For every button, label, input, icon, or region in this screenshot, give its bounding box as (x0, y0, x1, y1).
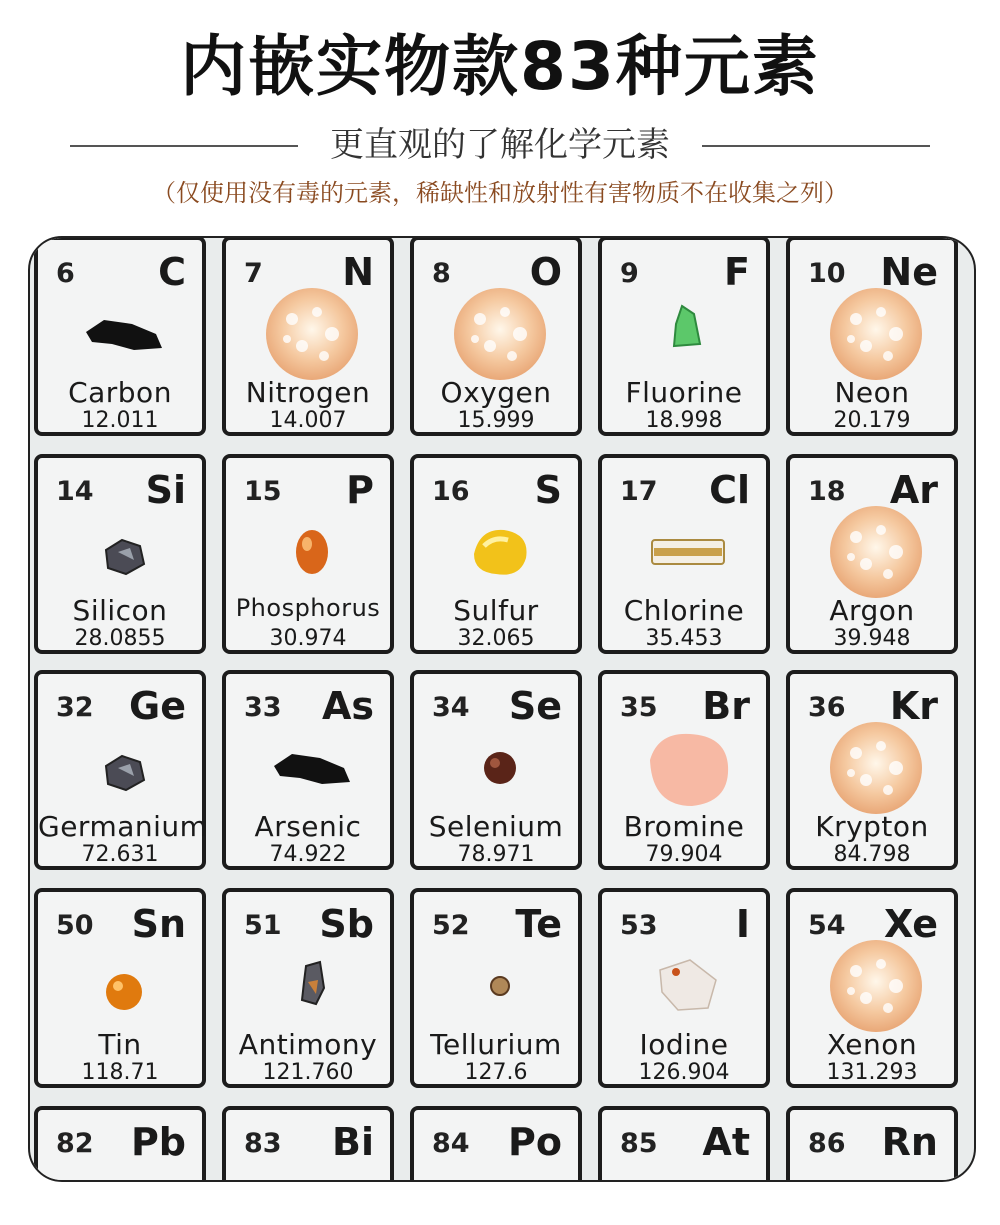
atomic-number: 86 (808, 1128, 846, 1159)
element-tile (222, 670, 394, 870)
element-tile (34, 454, 206, 654)
atomic-mass: 72.631 (81, 842, 159, 867)
glass-vial-icon (638, 502, 738, 602)
periodic-table-board (28, 236, 976, 1182)
atomic-number: 36 (808, 692, 846, 723)
element-name: Fluorine (625, 376, 743, 409)
element-symbol: Te (515, 902, 562, 946)
orange-bead-icon (74, 936, 174, 1036)
black-lump-icon (74, 284, 174, 384)
element-name: Oxygen (440, 376, 552, 409)
gas-bubble-icon (826, 502, 926, 602)
element-symbol: I (735, 902, 750, 946)
element-tile (786, 1106, 958, 1182)
element-symbol: Ge (129, 684, 186, 728)
atomic-number: 82 (56, 1128, 94, 1159)
element-symbol: Sn (131, 902, 186, 946)
atomic-mass: 12.011 (81, 408, 159, 433)
element-symbol: Bi (332, 1120, 374, 1164)
green-crystal-icon (638, 284, 738, 384)
atomic-number: 14 (56, 476, 94, 507)
element-tile (786, 236, 958, 436)
element-symbol: Xe (883, 902, 938, 946)
atomic-number: 83 (244, 1128, 282, 1159)
amber-bead-icon (262, 502, 362, 602)
atomic-number: 53 (620, 910, 658, 941)
element-name: Germanium (38, 810, 208, 843)
element-tile (410, 1106, 582, 1182)
atomic-mass: 39.948 (833, 626, 911, 651)
element-tile (598, 670, 770, 870)
element-symbol: Si (145, 468, 186, 512)
gas-bubble-icon (450, 284, 550, 384)
atomic-number: 50 (56, 910, 94, 941)
element-tile (34, 1106, 206, 1182)
atomic-mass: 118.71 (81, 1060, 159, 1085)
atomic-mass: 121.760 (262, 1060, 354, 1085)
atomic-mass: 32.065 (457, 626, 535, 651)
clear-flake-icon (638, 936, 738, 1036)
atomic-mass: 131.293 (826, 1060, 918, 1085)
element-name: Neon (834, 376, 910, 409)
element-symbol: Pb (130, 1120, 186, 1164)
element-symbol: N (342, 250, 374, 294)
element-tile (222, 454, 394, 654)
atomic-number: 35 (620, 692, 658, 723)
pink-blob-icon (638, 718, 738, 818)
yellow-lump-icon (450, 502, 550, 602)
brown-lump-icon (262, 1154, 362, 1182)
element-name: Sulfur (453, 594, 539, 627)
element-symbol: Sb (319, 902, 374, 946)
atomic-number: 8 (432, 258, 451, 289)
grey-chunk-icon (74, 502, 174, 602)
element-symbol: Br (702, 684, 750, 728)
atomic-mass: 15.999 (457, 408, 535, 433)
element-tile (410, 888, 582, 1088)
grey-chunk-icon (74, 718, 174, 818)
element-name: Tin (98, 1028, 142, 1061)
element-name: Silicon (72, 594, 168, 627)
element-tile (222, 236, 394, 436)
element-name: Phosphorus (235, 594, 381, 622)
atomic-number: 33 (244, 692, 282, 723)
gas-bubble-icon (826, 718, 926, 818)
element-name: Selenium (428, 810, 564, 843)
atomic-mass: 84.798 (833, 842, 911, 867)
element-tile (222, 888, 394, 1088)
atomic-number: 51 (244, 910, 282, 941)
atomic-number: 34 (432, 692, 470, 723)
atomic-mass: 18.998 (645, 408, 723, 433)
atomic-mass: 35.453 (645, 626, 723, 651)
atomic-number: 84 (432, 1128, 470, 1159)
atomic-number: 9 (620, 258, 639, 289)
atomic-number: 17 (620, 476, 658, 507)
element-name: Chlorine (623, 594, 745, 627)
element-tile (786, 670, 958, 870)
element-name: Argon (829, 594, 915, 627)
element-symbol: As (321, 684, 374, 728)
element-symbol: Ar (889, 468, 938, 512)
element-tile (34, 236, 206, 436)
atomic-number: 32 (56, 692, 94, 723)
element-name: Krypton (815, 810, 929, 843)
element-symbol: Se (508, 684, 562, 728)
element-name: Tellurium (430, 1028, 562, 1061)
divider-line-left (70, 145, 298, 147)
element-symbol: Cl (709, 468, 750, 512)
black-lump-icon (262, 718, 362, 818)
atomic-number: 16 (432, 476, 470, 507)
element-name: Iodine (639, 1028, 729, 1061)
element-symbol: Kr (889, 684, 938, 728)
element-tile (598, 888, 770, 1088)
element-tile (222, 1106, 394, 1182)
atomic-number: 7 (244, 258, 263, 289)
element-tile (34, 888, 206, 1088)
element-tile (410, 236, 582, 436)
element-symbol: P (346, 468, 374, 512)
small-bead-icon (450, 936, 550, 1036)
element-symbol: C (158, 250, 186, 294)
element-tile (786, 454, 958, 654)
element-name: Arsenic (254, 810, 362, 843)
atomic-number: 6 (56, 258, 75, 289)
element-symbol: Rn (881, 1120, 938, 1164)
element-name: Nitrogen (245, 376, 371, 409)
atomic-number: 15 (244, 476, 282, 507)
atomic-mass: 20.179 (833, 408, 911, 433)
element-symbol: At (702, 1120, 750, 1164)
element-tile (34, 670, 206, 870)
element-tile (786, 888, 958, 1088)
atomic-mass: 78.971 (457, 842, 535, 867)
element-symbol: Po (508, 1120, 562, 1164)
atomic-mass: 30.974 (269, 626, 347, 651)
atomic-number: 54 (808, 910, 846, 941)
element-tile (598, 1106, 770, 1182)
safety-note: （仅使用没有毒的元素，稀缺性和放射性有害物质不在收集之列） (152, 179, 848, 207)
dark-bead-icon (450, 718, 550, 818)
element-symbol: O (529, 250, 562, 294)
gas-bubble-icon (826, 936, 926, 1036)
subtitle: 更直观的了解化学元素 (330, 125, 670, 165)
element-name: Carbon (68, 376, 172, 409)
atomic-number: 85 (620, 1128, 658, 1159)
gas-bubble-icon (262, 284, 362, 384)
element-name: Xenon (826, 1028, 918, 1061)
atomic-mass: 28.0855 (74, 626, 166, 651)
element-tile (598, 454, 770, 654)
atomic-mass: 126.904 (638, 1060, 730, 1085)
element-tile (410, 670, 582, 870)
element-name: Bromine (623, 810, 745, 843)
atomic-number: 18 (808, 476, 846, 507)
element-tile (598, 236, 770, 436)
gas-bubble-icon (826, 284, 926, 384)
divider-line-right (702, 145, 930, 147)
element-tile (410, 454, 582, 654)
element-symbol: Ne (880, 250, 938, 294)
atomic-mass: 14.007 (269, 408, 347, 433)
page-title: 内嵌实物款83种元素 (180, 28, 820, 105)
subtitle-row (70, 118, 930, 172)
element-name: Antimony (238, 1028, 378, 1061)
atomic-mass: 74.922 (269, 842, 347, 867)
atomic-mass: 79.904 (645, 842, 723, 867)
element-symbol: S (534, 468, 562, 512)
atomic-mass: 127.6 (464, 1060, 528, 1085)
metal-shard-icon (262, 936, 362, 1036)
element-symbol: F (724, 250, 750, 294)
atomic-number: 10 (808, 258, 846, 289)
atomic-number: 52 (432, 910, 470, 941)
